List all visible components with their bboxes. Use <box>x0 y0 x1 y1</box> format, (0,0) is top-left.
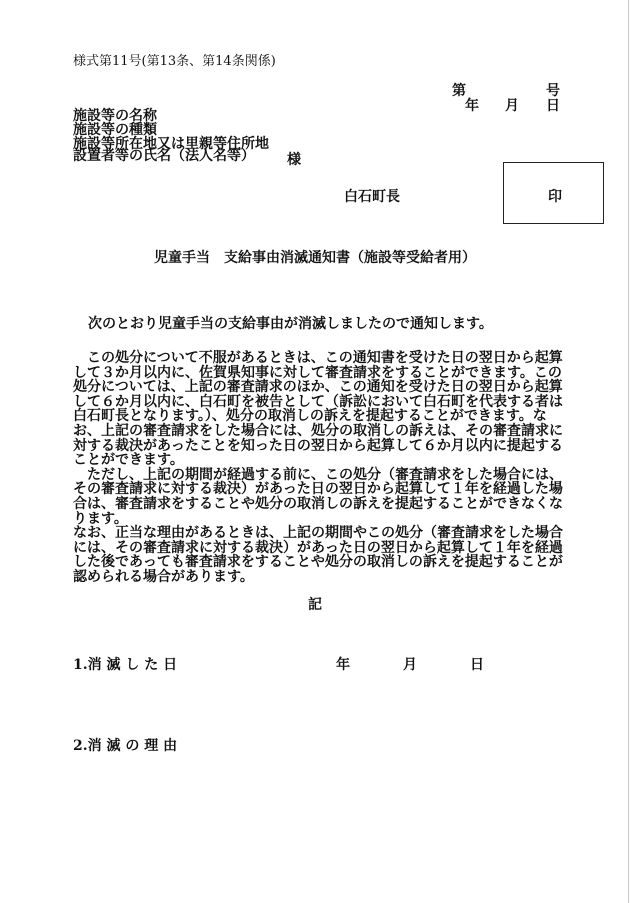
appeal-paragraph-3: なお、正当な理由があるときは、上記の期間やこの処分（審査請求をした場合には、その審査請求に対する裁決）があった日の翌日から起算して１年を経過した後であっても審査請求をすることや処分の取消しの訴えを提起することが認められる場合があります。 <box>73 525 563 585</box>
seal-mark: 印 <box>548 189 562 205</box>
extinction-date-label: 1.消 滅 し た 日 <box>73 657 178 673</box>
ki-heading: 記 <box>308 597 322 613</box>
form-number: 様式第11号(第13条、第14条関係) <box>73 54 276 69</box>
appeal-paragraph-1: この処分について不服があるときは、この通知書を受けた日の翌日から起算して３か月以内に、佐賀県知事に対して審査請求をすることができます。この処分については、上記の審査請求のほか、この通知を受けた日の翌日から起算して６か月以内に、白石町を被告として（訴訟において白石町を代表する者は白石町長となります。）、処分の取消しの訴えを提起することができます。なお、上記の審査請求をした場合には、処分の取消しの訴えは、その審査請求に対する裁決があったことを知った日の翌日から起算して６か月以内に提起することができます。 <box>73 350 563 469</box>
extinction-date-year: 年 <box>336 657 350 673</box>
appeal-paragraph-2: ただし、上記の期間が経過する前に、この処分（審査請求をした場合には、その審査請求に対する裁決）があった日の翌日から起算して１年を経過した場合は、審査請求をすることや処分の取消しの訴えを提起することができなくなります。 <box>73 466 563 527</box>
page-edge <box>628 0 629 903</box>
doc-date-month: 月 <box>505 98 519 114</box>
doc-date-year: 年 <box>465 98 479 114</box>
doc-number-suffix: 号 <box>546 83 560 99</box>
extinction-reason-label: 2.消 滅 の 理 由 <box>73 738 178 754</box>
intro-text: 次のとおり児童手当の支給事由が消滅しましたので通知します。 <box>88 316 493 332</box>
addressee-facility-name: 施設等の名称 <box>73 108 157 124</box>
document-title: 児童手当 支給事由消滅通知書（施設等受給者用） <box>154 250 476 266</box>
extinction-date-day: 日 <box>470 657 484 673</box>
addressee-location: 施設等所在地又は里親等住所地 <box>73 136 269 152</box>
doc-number-prefix: 第 <box>452 83 466 99</box>
issuer-name: 白石町長 <box>344 189 400 205</box>
honorific: 様 <box>287 152 301 168</box>
addressee-facility-type: 施設等の種類 <box>73 122 157 138</box>
addressee-representative: 設置者等の氏名（法人名等） <box>73 148 255 164</box>
doc-date-day: 日 <box>546 98 560 114</box>
appeal-notice <box>73 351 563 585</box>
extinction-date-month: 月 <box>403 657 417 673</box>
